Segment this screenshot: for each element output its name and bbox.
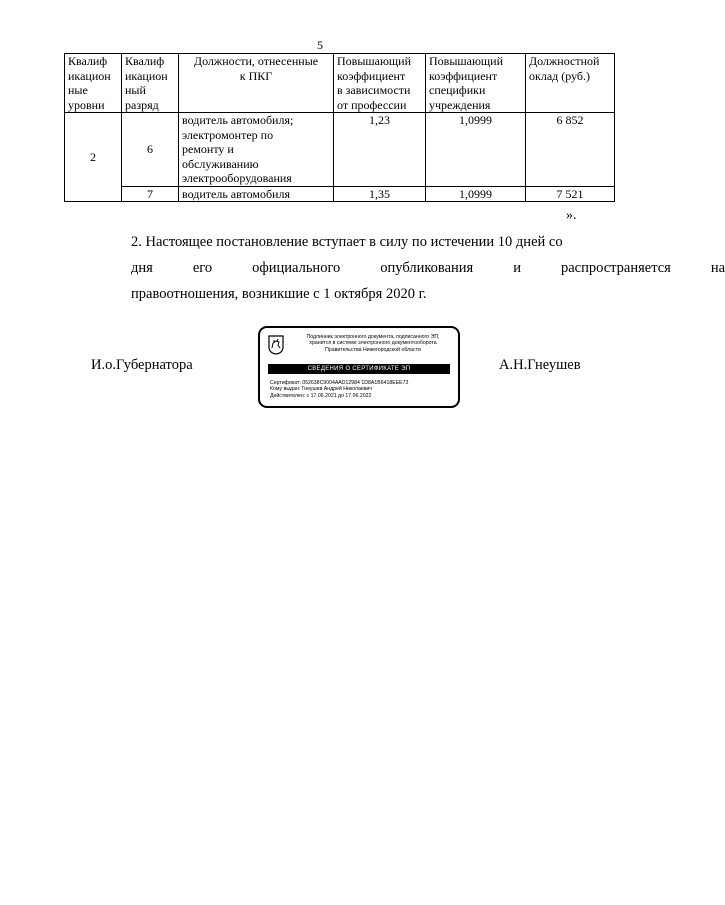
coat-of-arms-icon bbox=[268, 335, 284, 355]
cell-positions: водитель автомобиля bbox=[179, 186, 334, 202]
paragraph-line: 2. Настоящее постановление вступает в силу по истечении 10 дней со bbox=[131, 234, 563, 250]
stamp-header: Подлинник электронного документа, подписанного ЭП, хранится в системе электронного документооборота Правительства Нижегородской области bbox=[306, 334, 440, 353]
header-qualification-rank: Квалиф икацион ный разряд bbox=[122, 54, 179, 113]
cell-profession-coefficient: 1,35 bbox=[334, 186, 426, 202]
header-positions: Должности, отнесенные к ПКГ bbox=[179, 54, 334, 113]
cell-rank: 6 bbox=[122, 113, 179, 187]
signatory-name: А.Н.Гнеушев bbox=[499, 357, 581, 373]
cell-rank: 7 bbox=[122, 186, 179, 202]
paragraph-effective-date bbox=[91, 229, 725, 307]
closing-quote: ». bbox=[566, 208, 577, 223]
paragraph-line: правоотношения, возникшие с 1 октября 2020 г. bbox=[131, 286, 427, 302]
signatory-position: И.о.Губернатора bbox=[91, 357, 193, 373]
cell-specific-coefficient: 1,0999 bbox=[426, 113, 526, 187]
stamp-title: СВЕДЕНИЯ О СЕРТИФИКАТЕ ЭП bbox=[268, 364, 450, 374]
salary-table bbox=[64, 53, 615, 202]
table-row bbox=[65, 186, 615, 202]
page-number: 5 bbox=[317, 38, 323, 52]
paragraph-line-justified: дня его официального опубликования и распространяется на bbox=[131, 260, 725, 276]
certificate-validity: Действителен: с 17.06.2021 до 17.06.2022 bbox=[270, 392, 372, 399]
cell-positions: водитель автомобиля; электромонтер по ремонту и обслуживанию электрооборудования bbox=[179, 113, 334, 187]
cell-salary: 6 852 bbox=[526, 113, 615, 187]
header-profession-coefficient: Повышающий коэффициент в зависимости от профессии bbox=[334, 54, 426, 113]
cell-specific-coefficient: 1,0999 bbox=[426, 186, 526, 202]
table-header-row bbox=[65, 54, 615, 113]
header-qualification-level: Квалиф икацион ные уровни bbox=[65, 54, 122, 113]
stamp-certificate-info bbox=[270, 380, 455, 399]
table-row bbox=[65, 113, 615, 187]
e-signature-stamp bbox=[258, 326, 460, 408]
cell-profession-coefficient: 1,23 bbox=[334, 113, 426, 187]
certificate-number: Сертификат: 052638C9004AAD12984 1D8A1B6418EEE73 bbox=[270, 380, 409, 386]
cell-salary: 7 521 bbox=[526, 186, 615, 202]
header-specific-coefficient: Повышающий коэффициент специфики учреждения bbox=[426, 54, 526, 113]
cell-level: 2 bbox=[65, 113, 122, 202]
certificate-owner: Кому выдан: Гнеушев Андрей Николаевич bbox=[270, 386, 373, 393]
header-salary: Должностной оклад (руб.) bbox=[526, 54, 615, 113]
